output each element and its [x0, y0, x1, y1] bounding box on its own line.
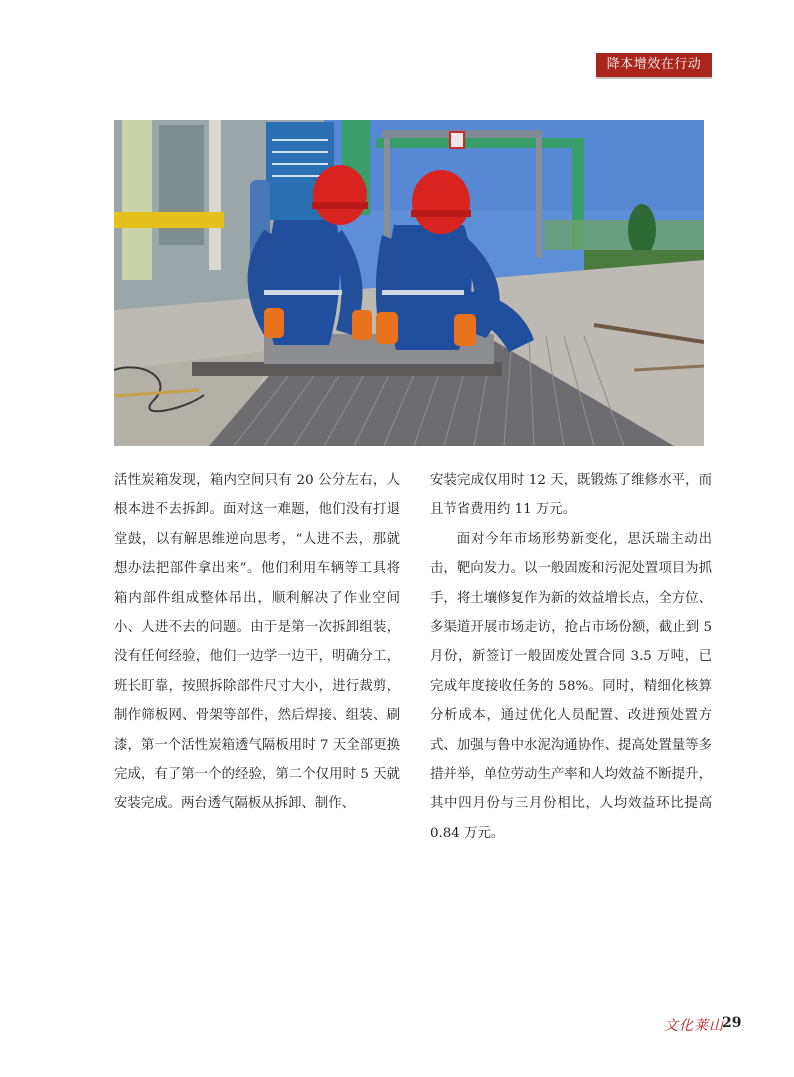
glove [454, 314, 476, 346]
paragraph: 安装完成仅用时 12 天，既锻炼了维修水平，而且节省费用约 11 万元。 [430, 473, 712, 518]
workers-installing-screen-plate-image [114, 120, 704, 446]
article-column-left [114, 466, 400, 819]
screen-plate-frame [192, 362, 502, 376]
tree [628, 204, 656, 256]
section-tag: 降本增效在行动 [596, 53, 712, 77]
article-column-right [430, 466, 712, 848]
warning-sign [450, 132, 464, 148]
section-tag-rule [596, 77, 712, 79]
magazine-logo: 文化莱山 [664, 1018, 724, 1034]
red-helmet-left [313, 165, 367, 225]
glove [376, 312, 398, 344]
fence [544, 220, 704, 250]
glove [352, 310, 372, 340]
paragraph: 活性炭箱发现，箱内空间只有 20 公分左右，人根本进不去拆卸。面对这一难题，他们没有打退堂鼓，以有解思维逆向思考，“人进不去，那就想办法把部件拿出来”。他们利用车辆等工具将箱内部件组成整体吊出，顺利解决了作业空间小、人进不去的问题。由于是第一次拆卸组装，没有任何经验，他们一边学一边干，明确分工，班长盯靠，按照拆除部件尺寸大小，进行裁剪，制作筛板网、骨架等部件，然后焊接、组装、刷漆，第一个活性炭箱透气隔板用时 7 天全部更换完成，有了第一个的经验，第二个仅用时 5 天就安装完成。两台透气隔板从拆卸、制作、 [114, 473, 400, 812]
glove [264, 308, 284, 338]
red-helmet-right [412, 170, 470, 234]
article-photo [114, 120, 704, 446]
paragraph: 面对今年市场形势新变化，思沃瑞主动出击，靶向发力。以一般固废和污泥处置项目为抓手，将土壤修复作为新的效益增长点，全方位、多渠道开展市场走访，抢占市场份额，截止到 5 月份，新签订一般固废处置合同 3.5 万吨，已完成年度接收任务的 58%。同时，精细化核算分析成本，通过优化人员配置、改进预处置方式、加强与鲁中水泥沟通协作、提高处置量等多措并举，单位劳动生产率和人均效益不断提升，其中四月份与三月份相比，人均效益环比提高 0.84 万元。 [430, 531, 712, 841]
yellow-railing [114, 212, 224, 228]
page-number: 29 [722, 1015, 742, 1031]
